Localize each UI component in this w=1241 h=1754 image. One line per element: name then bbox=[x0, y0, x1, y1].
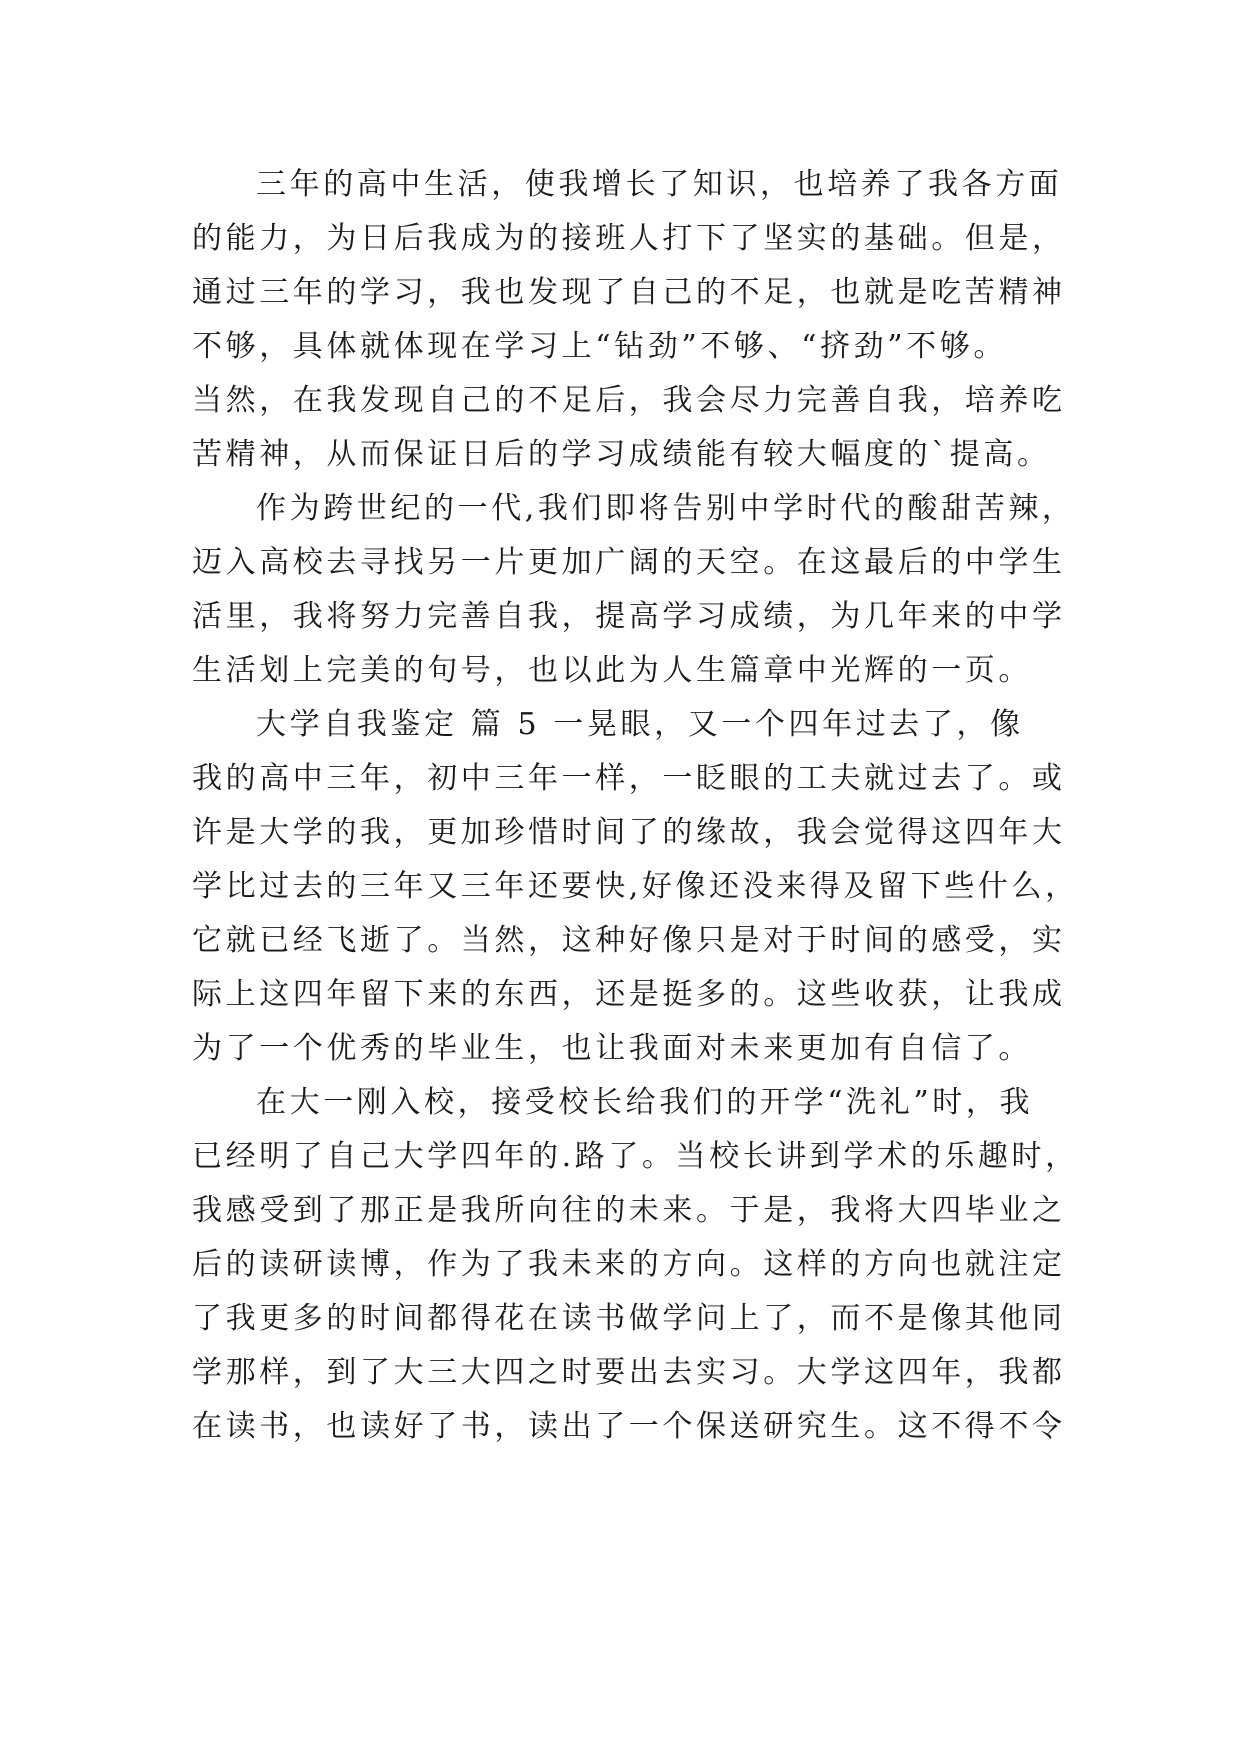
text-line: 在大一刚入校，接受校长给我们的开学“洗礼”时，我 bbox=[256, 1085, 1034, 1120]
text-line: 际上这四年留下来的东西，还是挺多的。这些收获，让我成 bbox=[192, 977, 1066, 1012]
text-line: 通过三年的学习，我也发现了自己的不足，也就是吃苦精神 bbox=[192, 275, 1066, 310]
text-line: 后的读研读博，作为了我未来的方向。这样的方向也就注定 bbox=[192, 1247, 1066, 1282]
text-line: 大学自我鉴定 篇 5 一晃眼，又一个四年过去了，像 bbox=[256, 707, 1024, 742]
text-line: 三年的高中生活，使我增长了知识，也培养了我各方面 bbox=[256, 167, 1063, 202]
text-line: 它就已经飞逝了。当然，这种好像只是对于时间的感受，实 bbox=[192, 923, 1066, 958]
text-line: 不够，具体就体现在学习上“钻劲”不够、“挤劲”不够。 bbox=[192, 329, 1007, 364]
text-line: 作为跨世纪的一代,我们即将告别中学时代的酸甜苦辣， bbox=[256, 491, 1076, 526]
text-line: 已经明了自己大学四年的.路了。当校长讲到学术的乐趣时， bbox=[192, 1139, 1079, 1174]
text-line: 苦精神，从而保证日后的学习成绩能有较大幅度的`提高。 bbox=[192, 437, 1051, 472]
text-line: 许是大学的我，更加珍惜时间了的缘故，我会觉得这四年大 bbox=[192, 815, 1066, 850]
text-line: 了我更多的时间都得花在读书做学问上了，而不是像其他同 bbox=[192, 1301, 1066, 1336]
text-line: 我的高中三年，初中三年一样，一眨眼的工夫就过去了。或 bbox=[192, 761, 1066, 796]
text-line: 活里，我将努力完善自我，提高学习成绩，为几年来的中学 bbox=[192, 599, 1066, 634]
text-line: 迈入高校去寻找另一片更加广阔的天空。在这最后的中学生 bbox=[192, 545, 1066, 580]
text-line: 为了一个优秀的毕业生，也让我面对未来更加有自信了。 bbox=[192, 1031, 1032, 1066]
text-line: 在读书，也读好了书，读出了一个保送研究生。这不得不令 bbox=[192, 1409, 1066, 1444]
text-line: 生活划上完美的句号，也以此为人生篇章中光辉的一页。 bbox=[192, 653, 1032, 688]
text-line: 当然，在我发现自己的不足后，我会尽力完善自我，培养吃 bbox=[192, 383, 1066, 418]
text-line: 的能力，为日后我成为的接班人打下了坚实的基础。但是， bbox=[192, 221, 1066, 256]
text-line: 学比过去的三年又三年还要快,好像还没来得及留下些什么， bbox=[192, 869, 1079, 904]
text-line: 我感受到了那正是我所向往的未来。于是，我将大四毕业之 bbox=[192, 1193, 1066, 1228]
text-line: 学那样，到了大三大四之时要出去实习。大学这四年，我都 bbox=[192, 1355, 1066, 1390]
